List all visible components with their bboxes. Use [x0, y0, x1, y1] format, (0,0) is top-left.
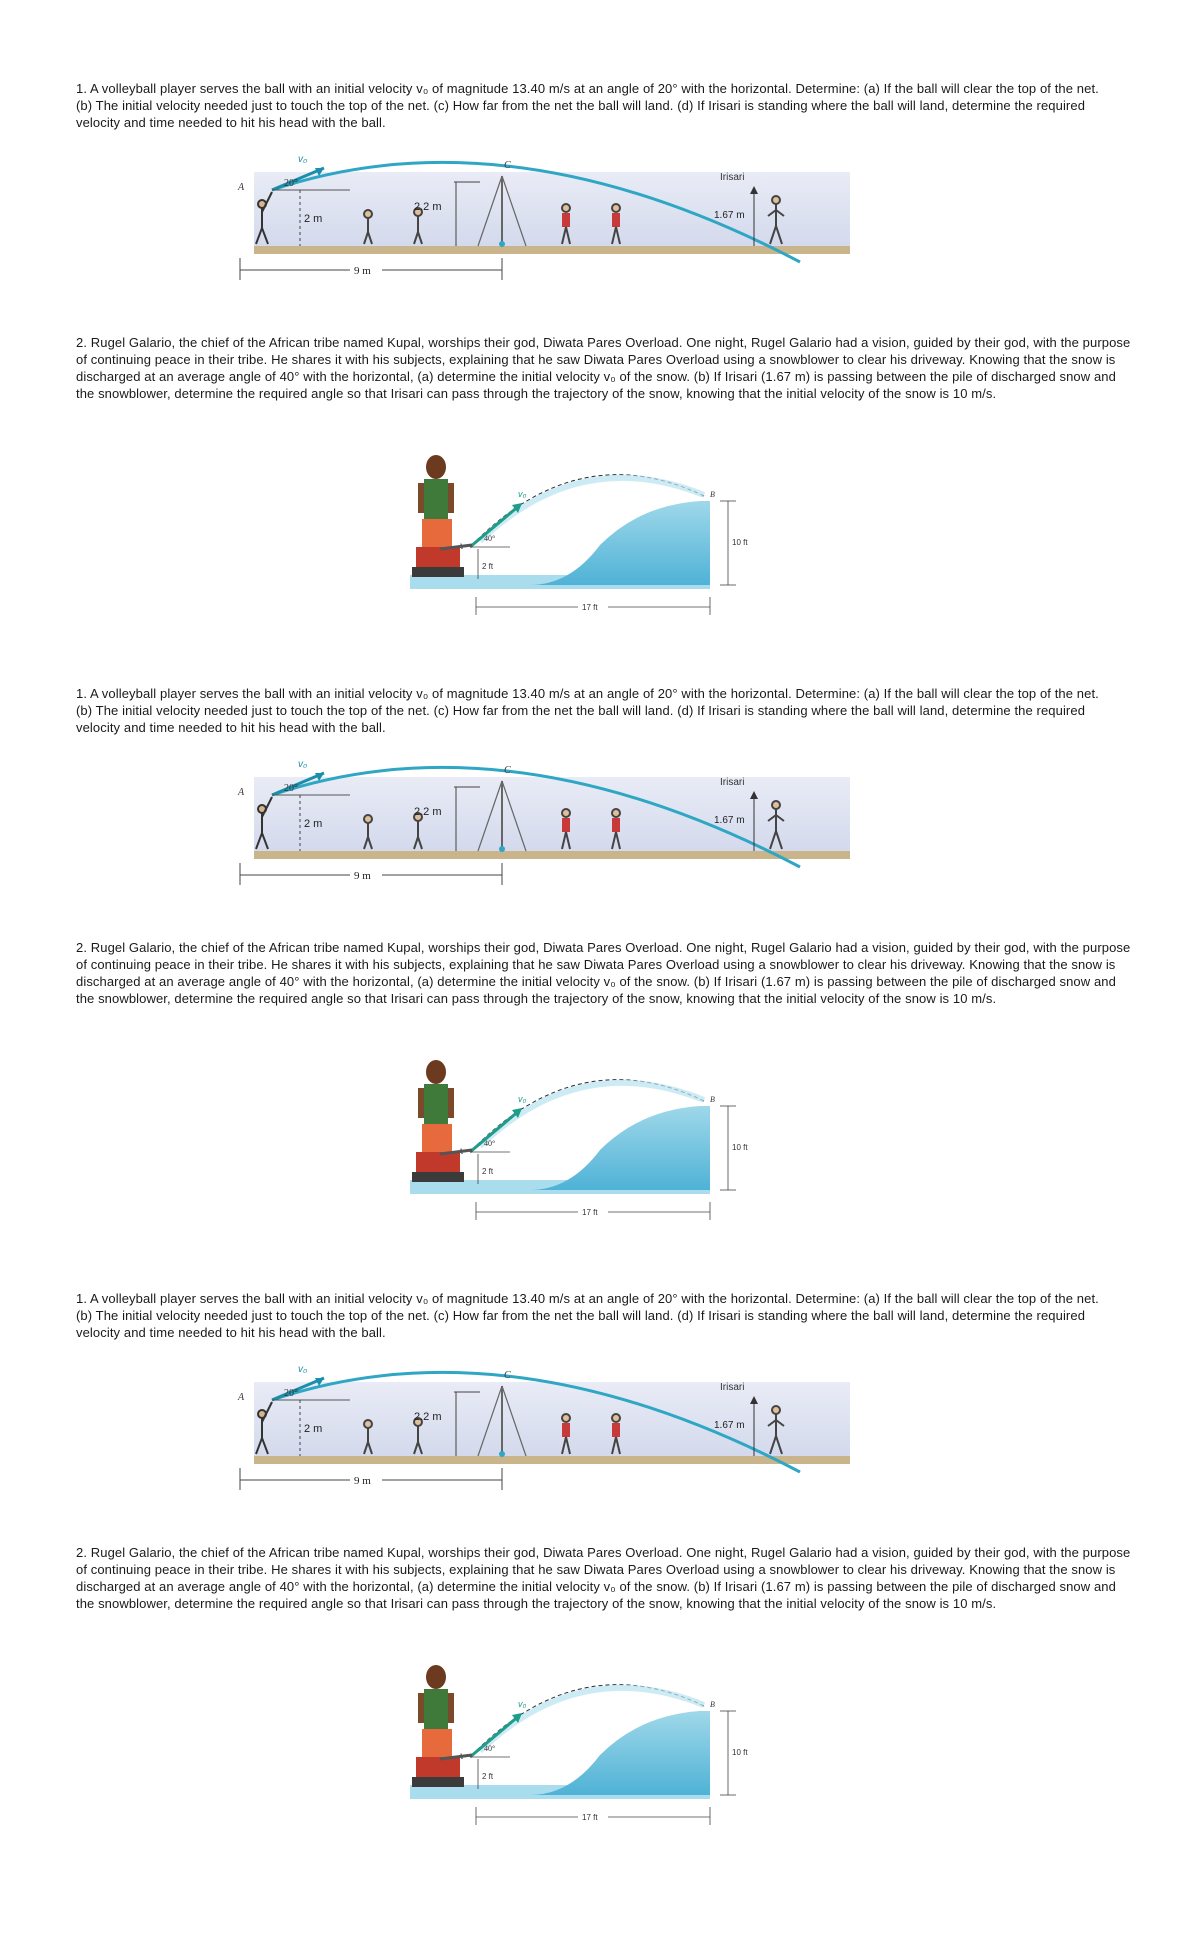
- velocity-label: v₀: [298, 759, 308, 770]
- net-height-label: 2.2 m: [414, 806, 442, 818]
- problem-2-text: 2. Rugel Galario, the chief of the African tribe named Kupal, worships their god, Diwata Pares Overload. One night, Rugel Galario had a vision, guided by their god, with the purpose of continuing peace in their tribe. He shares it with his subjects, explaining that he saw Diwata Pares Overload using a snowblower to clear his driveway. Knowing that the snow is discharged at an average angle of 40° with the horizontal, (a) determine the initial velocity v₀ of the snow. (b) If Irisari (1.67 m) is passing between the pile of discharged snow and the snowblower, determine the required angle so that Irisari can pass through the trajectory of the snow, knowing that the initial velocity of the snow is 10 m/s.: [76, 940, 1131, 1006]
- snow-pile: [530, 501, 710, 585]
- floor: [254, 246, 850, 254]
- problem-1-text: 1. A volleyball player serves the ball with an initial velocity v₀ of magnitude 13.40 m/s at an angle of 20° with the horizontal. Determine: (a) If the ball will clear the top of the net. (b) The initial velocity needed just to touch the top of the net. (c) How far from the net the ball will land. (d) If Irisari is standing where the ball will land, determine the required velocity and time needed to hit his head with the ball.: [76, 1291, 1099, 1340]
- distance-label: 17 ft: [582, 603, 598, 612]
- irisari-height-label: 1.67 m: [714, 210, 745, 221]
- problem-set-copy-1: [0, 0, 1200, 612]
- point-b-label: B: [710, 490, 715, 499]
- angle-label: 20°: [284, 783, 298, 794]
- diwata-figure: [412, 455, 472, 577]
- point-a-label: A: [238, 787, 245, 798]
- problem-set-copy-3: [0, 1210, 1200, 1822]
- point-c-label: C: [504, 160, 511, 171]
- point-a-label: A: [238, 1392, 245, 1403]
- snow-pile: [530, 1711, 710, 1795]
- height-a-label: 2 ft: [482, 1772, 494, 1781]
- distance-label: 17 ft: [582, 1208, 598, 1217]
- irisari-label: Irisari: [720, 777, 745, 788]
- snowblower-figure: [410, 1655, 800, 1855]
- court-background: [254, 1382, 850, 1458]
- velocity-label: v₀: [298, 154, 308, 165]
- pile-height-label: 10 ft: [732, 1748, 748, 1757]
- court-background: [254, 172, 850, 248]
- point-c-label: C: [504, 765, 511, 776]
- height-a-label: 2 ft: [482, 1167, 494, 1176]
- distance-label: 9 m: [354, 265, 371, 277]
- angle-label: 40°: [484, 1744, 496, 1753]
- point-b-label: B: [710, 1700, 715, 1709]
- floor: [254, 851, 850, 859]
- angle-label: 40°: [484, 1139, 496, 1148]
- irisari-label: Irisari: [720, 1382, 745, 1393]
- point-b-label: B: [710, 1095, 715, 1104]
- court-background: [254, 777, 850, 853]
- point-a-label: A: [238, 182, 245, 193]
- distance-label: 17 ft: [582, 1813, 598, 1822]
- height-a-label: 2 m: [304, 818, 323, 830]
- distance-label: 9 m: [354, 1475, 371, 1487]
- problem-2-text: 2. Rugel Galario, the chief of the African tribe named Kupal, worships their god, Diwata Pares Overload. One night, Rugel Galario had a vision, guided by their god, with the purpose of continuing peace in their tribe. He shares it with his subjects, explaining that he saw Diwata Pares Overload using a snowblower to clear his driveway. Knowing that the snow is discharged at an average angle of 40° with the horizontal, (a) determine the initial velocity v₀ of the snow. (b) If Irisari (1.67 m) is passing between the pile of discharged snow and the snowblower, determine the required angle so that Irisari can pass through the trajectory of the snow, knowing that the initial velocity of the snow is 10 m/s.: [76, 1545, 1131, 1611]
- velocity-label: v₀: [298, 1364, 308, 1375]
- irisari-label: Irisari: [720, 172, 745, 183]
- net-height-label: 2.2 m: [414, 1411, 442, 1423]
- problem-1-text: 1. A volleyball player serves the ball with an initial velocity v₀ of magnitude 13.40 m/s at an angle of 20° with the horizontal. Determine: (a) If the ball will clear the top of the net. (b) The initial velocity needed just to touch the top of the net. (c) How far from the net the ball will land. (d) If Irisari is standing where the ball will land, determine the required velocity and time needed to hit his head with the ball.: [76, 686, 1099, 735]
- volleyball-figure: [240, 150, 860, 330]
- pile-height-label: 10 ft: [732, 1143, 748, 1152]
- net-height-label: 2.2 m: [414, 201, 442, 213]
- point-c-label: C: [504, 1370, 511, 1381]
- diwata-figure: [412, 1060, 472, 1182]
- velocity-label: v₀: [518, 1094, 527, 1104]
- velocity-label: v₀: [518, 489, 527, 499]
- volleyball-figure: [240, 755, 860, 935]
- height-a-label: 2 m: [304, 213, 323, 225]
- floor: [254, 1456, 850, 1464]
- problem-set-copy-2: [0, 605, 1200, 1217]
- angle-label: 40°: [484, 534, 496, 543]
- distance-label: 9 m: [354, 870, 371, 882]
- angle-label: 20°: [284, 1388, 298, 1399]
- problem-1-text: 1. A volleyball player serves the ball with an initial velocity v₀ of magnitude 13.40 m/s at an angle of 20° with the horizontal. Determine: (a) If the ball will clear the top of the net. (b) The initial velocity needed just to touch the top of the net. (c) How far from the net the ball will land. (d) If Irisari is standing where the ball will land, determine the required velocity and time needed to hit his head with the ball.: [76, 81, 1099, 130]
- diwata-figure: [412, 1665, 472, 1787]
- irisari-height-label: 1.67 m: [714, 815, 745, 826]
- velocity-label: v₀: [518, 1699, 527, 1709]
- angle-label: 20°: [284, 178, 298, 189]
- pile-height-label: 10 ft: [732, 538, 748, 547]
- snow-pile: [530, 1106, 710, 1190]
- problem-2-text: 2. Rugel Galario, the chief of the African tribe named Kupal, worships their god, Diwata Pares Overload. One night, Rugel Galario had a vision, guided by their god, with the purpose of continuing peace in their tribe. He shares it with his subjects, explaining that he saw Diwata Pares Overload using a snowblower to clear his driveway. Knowing that the snow is discharged at an average angle of 40° with the horizontal, (a) determine the initial velocity v₀ of the snow. (b) If Irisari (1.67 m) is passing between the pile of discharged snow and the snowblower, determine the required angle so that Irisari can pass through the trajectory of the snow, knowing that the initial velocity of the snow is 10 m/s.: [76, 335, 1131, 401]
- height-a-label: 2 ft: [482, 562, 494, 571]
- irisari-height-label: 1.67 m: [714, 1420, 745, 1431]
- height-a-label: 2 m: [304, 1423, 323, 1435]
- volleyball-figure: [240, 1360, 860, 1540]
